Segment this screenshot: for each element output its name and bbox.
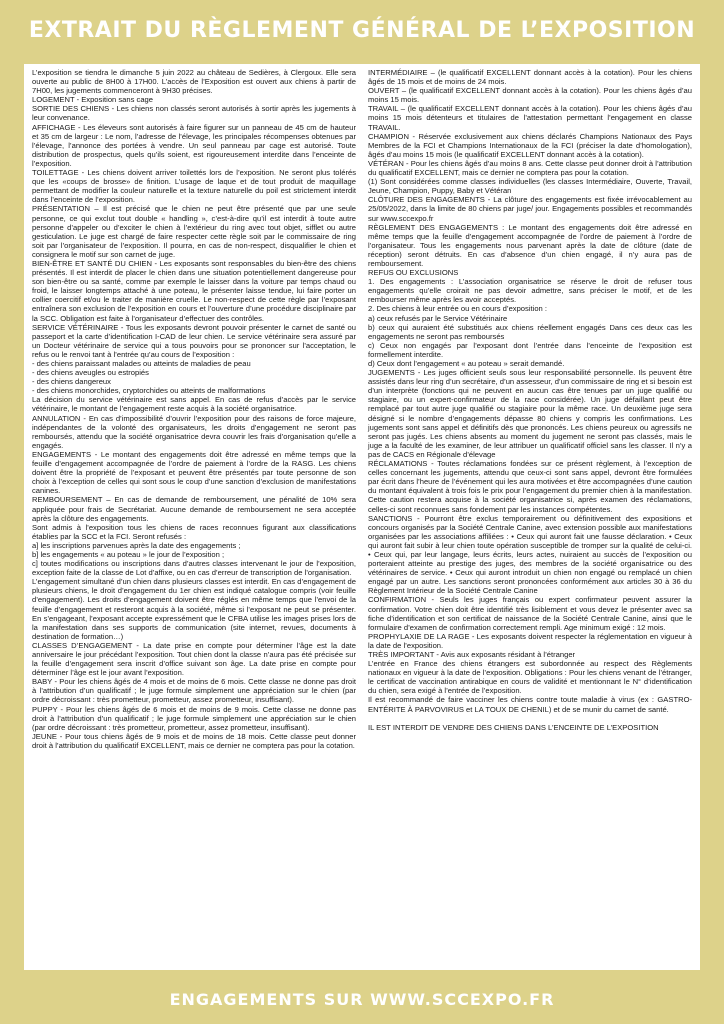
paragraph: - des chiens paraissant malades ou atteints de maladies de peau xyxy=(32,359,251,368)
left-column xyxy=(32,68,356,970)
paragraph: a) ceux refusés par le Service Vétérinaire xyxy=(368,313,508,323)
paragraph: RÈGLEMENT DES ENGAGEMENTS : Le montant des engagements doit être adressé en même temps que la feuille d’engagement accompagnée de l’ordre de paiement à l’ordre de l’organisateur. Tous les engagements nous parvenant après la date de clôture (date de réception) seront détruits. En cas d’absence d’un chien engagé, il n’y aura pas de remboursement. xyxy=(368,222,692,268)
paragraph: L’engagement simultané d’un chien dans plusieurs classes est interdit. En cas d’engagement de plusieurs chiens, le droit d’engagement du 1er chien est indiqué catalogue compris (voir feuille d’engagement). Les droits d’engagement doivent être réglés en même temps que l’envoi de la feuille d’engagement et resteront acquis à la société, même si l’exposant ne peut se présenter. En s’engageant, l’exposant accepte expressément que le CFBA utilise les images prises lors de la manifestation dans ses supports de communication (site internet, revues, documents à destination de formation…) xyxy=(32,577,356,641)
paragraph: CLÔTURE DES ENGAGEMENTS - La clôture des engagements est fixée irrévocablement au 25/05/2022, dans la limite de 80 chiens par juge/ jour. Engagements possibles et recommandés sur www.sccexpo.fr xyxy=(368,195,692,223)
paragraph: RÉCLAMATIONS - Toutes réclamations fondées sur ce présent règlement, à l’exception de celles concernant les jugements, attendu que ceux-ci sont sans appel, devront être formulées par écrit dans l’heure de l’événement qui les aura motivées et être accompagnées d’une caution du montant équivalent à trois fois le prix pour l’engagement du premier chien à la manifestation. Cette caution restera acquise à la société organisatrice si, après examen des réclamations, celles-ci sont reconnues sans fondement par les instances compétentes. xyxy=(368,459,692,514)
footer-banner xyxy=(0,974,724,1024)
paragraph: TRÈS IMPORTANT - Avis aux exposants résidant à l’étranger xyxy=(368,650,576,659)
paragraph: a] les inscriptions parvenues après la date des engagements ; xyxy=(32,540,241,550)
paragraph: PUPPY - Pour les chiens âgés de 6 mois et de moins de 9 mois. Cette classe ne donne pas droit à l’attribution d’un qualificatif ; le juge formule simplement une appréciation sur le chien (par ordre décroissant : très prometteur, prometteur, assez prometteur, insuffisant). xyxy=(32,704,356,732)
paragraph: INTERMÉDIAIRE – (le qualificatif EXCELLENT donnant accès à la cotation). Pour les chiens âgés de 15 mois et de moins de 24 mois. xyxy=(368,68,692,87)
paragraph: REFUS OU EXCLUSIONS xyxy=(368,268,459,278)
paragraph: LOGEMENT - Exposition sans cage xyxy=(32,95,153,105)
paragraph: b] les engagements « au poteau » le jour de l’exposition ; xyxy=(32,549,225,559)
document-page xyxy=(24,64,700,970)
paragraph: L’exposition se tiendra le dimanche 5 juin 2022 au château de Sedières, à Clergoux. Elle sera ouverte au public de 8H00 à 17H00. L’accès de l’Exposition est ouvert aux chiens à partir de 7H00, les jugements commenceront à 9H30 précises. xyxy=(32,68,356,96)
paragraph: b) ceux qui auraient été substitués aux chiens réellement engagés Dans ces deux cas les engagements ne seront pas remboursés xyxy=(368,322,692,341)
paragraph: VÉTÉRAN - Pour les chiens âgés d’au moins 8 ans. Cette classe peut donner droit à l’attribution du qualificatif EXCELLENT, mais ce dernier ne comptera pas pour la cotation. xyxy=(368,158,692,178)
paragraph: JUGEMENTS - Les juges officient seuls sous leur responsabilité personnelle. Ils peuvent être assistés dans leur ring d’un secrétaire, d’un assesseur, d’un commissaire de ring et si besoin est d’un interprète (fonctions qui ne peuvent en aucun cas être tenues par un juge qualifié ou stagiaire, ou un expert-confirmateur de la race considérée). Un juge défaillant peut être remplacé par tout autre juge qualifié ou stagiaire pour la même race. Un deuxième juge sera désigné si le nombre d’engagements dépasse 80 chiens y compris les confirmations. Les jugements sont sans appel et définitifs dès que prononcés. Les chiens peureux ou agressifs ne seront pas jugés. Les chiens absents au moment du jugement ne seront pas classés, mais le juge a la faculté de les examiner, de leur attribuer un qualificatif officiel sans les classer. Il n’y a pas de CACS en Régionale d’élevage xyxy=(368,368,692,459)
paragraph: ENGAGEMENTS - Le montant des engagements doit être adressé en même temps que la feuille d’engagement accompagnée de l’ordre de paiement à l’ordre de la RASG. Les chiens doivent être la propriété de l’exposant et peuvent être présentés par toute personne de son choix à l’exception de celles qui sont sous le coup d’une sanction d’exclusion de manifestations canines. xyxy=(32,449,356,496)
paragraph: - des chiens dangereux xyxy=(32,377,111,387)
paragraph: JEUNE - Pour tous chiens âgés de 9 mois et de moins de 18 mois. Cette classe peut donner droit à l’attribution du qualificatif EXCELLENT, mais ce dernier ne comptera pas pour la cotation. xyxy=(32,731,356,750)
paragraph: - des chiens monorchides, cryptorchides ou atteints de malformations xyxy=(32,386,266,396)
paragraph: La décision du service vétérinaire est sans appel. En cas de refus d’accès par le service vétérinaire, le montant de l’engagement reste acquis à la société organisatrice. xyxy=(32,395,356,414)
footer-link-text: ENGAGEMENTS SUR WWW.SCCEXPO.FR xyxy=(169,989,555,1009)
paragraph: c) Ceux non engagés par l’exposant dont l’entrée dans l’enceinte de l’exposition est formellement interdite. xyxy=(368,340,692,359)
paragraph: CHAMPION - Réservée exclusivement aux chiens déclarés Champions Nationaux des Pays Membres de la FCI et Champions Internationaux de la FCI (préciser la date d’homologation), âgés d’au moins 15 mois (le qualificatif EXCELLENT donnant accès à la cotation). xyxy=(368,131,692,159)
paragraph: Sont admis à l’exposition tous les chiens de races reconnues figurant aux classifications établies par la SCC et la FCI. Seront refusés : xyxy=(32,522,356,541)
paragraph: PRÉSENTATION – Il est précisé que le chien ne peut être présenté que par une seule personne, ce qui exclut tout double « handling », c’est-à-dire qu’il est interdit à toute autre personne d’appeler ou d’exciter le chien à l’extérieur du ring avec tout objet, sifflet ou autre gesticulation. Le juge est chargé de faire respecter cette règle soit par le commissaire de ring soit par l’organisateur de l’exposition. Il pourra, en cas de non-respect, disqualifier le chien et consignera le motif sur son carnet de juge. xyxy=(32,204,356,259)
paragraph: TOILETTAGE - Les chiens doivent arriver toilettés lors de l’exposition. Ne seront plus tolérés que les «coups de brosse» de finition. L’usage de laque et de tout produit de maquillage permettant de modifier la couleur naturelle et la texture naturelle du poil est strictement interdit dans l’enceinte de l’exposition. xyxy=(32,168,356,205)
paragraph: d) Ceux dont l’engagement « au poteau » serait demandé. xyxy=(368,359,565,368)
paragraph: AFFICHAGE - Les éleveurs sont autorisés à faire figurer sur un panneau de 45 cm de hauteur et 35 cm de largeur : Le nom, l’adresse de l’élevage, les principales récompenses obtenues par l’élevage, l’annonce des portées à vendre. Un seul panneau par cage est autorisé. Toute distribution de prospectus, quels qu’ils soient, est rigoureusement interdite dans l’enceinte de l’exposition. xyxy=(32,122,356,168)
paragraph: TRAVAIL – (le qualificatif EXCELLENT donnant accès à la cotation). Pour les chiens âgés d’au moins 15 mois détenteurs et titulaires de l’attestation permettant l’engagement en classe TRAVAIL. xyxy=(368,104,692,132)
paragraph: OUVERT – (le qualificatif EXCELLENT donnant accès à la cotation). Pour les chiens âgés d’au moins 15 mois. xyxy=(368,86,692,105)
paragraph: BABY - Pour les chiens âgés de 4 mois et de moins de 6 mois. Cette classe ne donne pas droit à l’attribution d’un qualificatif ; le juge formule simplement une appréciation sur le chien (par ordre décroissant : très prometteur, prometteur, assez prometteur, insuffisant). xyxy=(32,677,356,705)
paragraph: SERVICE VÉTÉRINAIRE - Tous les exposants devront pouvoir présenter le carnet de santé ou passeport et la carte d’identification I-CAD de leur chien. Le service vétérinaire sera assuré par un Docteur vétérinaire de service qui a tous pouvoirs pour se prononcer sur l’acceptation, le refus ou le renvoi tant à l’entrée qu’au cours de l’exposition : xyxy=(32,322,356,359)
page-title: EXTRAIT DU RÈGLEMENT GÉNÉRAL DE L’EXPOSITION xyxy=(28,17,696,43)
paragraph: REMBOURSEMENT – En cas de demande de remboursement, une pénalité de 10% sera appliquée pour frais de Secrétariat. Aucune demande de remboursement ne sera acceptée après la clôture des engagements. xyxy=(32,495,356,523)
paragraph: IL EST INTERDIT DE VENDRE DES CHIENS DANS L’ENCEINTE DE L’EXPOSITION xyxy=(368,722,659,732)
paragraph: SORTIE DES CHIENS - Les chiens non classés seront autorisés à sortir après les jugements à leur convenance. xyxy=(32,104,356,123)
paragraph: L’entrée en France des chiens étrangers est subordonnée au respect des Règlements nationaux en vigueur à la date de l’exposition. Obligations : Pour les chiens venant de l’étranger, le certificat de vaccination antirabique en cours de validité et mentionnant le N° d’identification du chien, sera exigé à l’entrée de l’exposition. xyxy=(368,659,692,696)
paragraph: 1. Des engagements : L’association organisatrice se réserve le droit de refuser tous engagements qu’elle croirait ne pas devoir admettre, sans préciser le motif, et de les rembourser même après les avoir acceptés. xyxy=(368,277,692,305)
paragraph: CONFIRMATION - Seuls les juges français ou expert confirmateur peuvent assurer la confirmation. Votre chien doit être identifié très lisiblement et vous devez le présenter avec sa fiche d’identification et son certificat de naissance de la Société Centrale Canine, ainsi que le formulaire d’examen de confirmation correctement rempli. Age minimum exigé : 12 mois. xyxy=(368,595,692,632)
paragraph: c] toutes modifications ou inscriptions dans d’autres classes intervenant le jour de l’exposition, exception faite de la classe de Lot d’affixe, ou en cas d’erreur de transcription de l’organisation. xyxy=(32,559,356,578)
paragraph: PROPHYLAXIE DE LA RAGE - Les exposants doivent respecter la réglementation en vigueur à la date de l’exposition. xyxy=(368,631,692,650)
header-banner xyxy=(0,0,724,60)
paragraph: ANNULATION - En cas d’impossibilité d’ouvrir l’exposition pour des raisons de force majeure, indépendantes de la volonté des organisateurs, les droits d’engagement ne seront pas remboursés, attendu que la société organisatrice devra couvrir les frais d’organisation qu’elle a engagés. xyxy=(32,413,356,450)
right-column xyxy=(368,68,692,970)
paragraph: (1) Sont considérées comme classes individuelles (les classes Intermédiaire, Ouverte, Travail, Jeune, Champion, Puppy, Baby et Vétéran xyxy=(368,177,692,196)
paragraph: BIEN-ÊTRE ET SANTÉ DU CHIEN - Les exposants sont responsables du bien-être des chiens présentés. Il est interdit de placer le chien dans une situation potentiellement dangereuse pour son bien-être ou sa santé, comme par exemple le laisser dans la voiture par temps chaud ou froid, le laisser longtemps attaché à une poteau, le présenter laisse tendue, lui faire porter un collier coercitif et/ou le traiter de manière cruelle. Le non-respect de cette règle par l’exposant entraînera son exclusion de l’exposition en cours et l’ouverture d’une procédure disciplinaire par la SCC. Obligation est faite à l’organisateur d’effectuer des contrôles. xyxy=(32,258,356,323)
paragraph: Il est recommandé de faire vacciner les chiens contre toute maladie à virus (ex : GASTRO-ENTÉRITE À PARVOVIRUS et LA TOUX DE CHENIL) et de se munir du carnet de santé. xyxy=(368,695,692,714)
paragraph: SANCTIONS - Pourront être exclus temporairement ou définitivement des expositions et concours organisés par la Société Centrale Canine, avec extension possible aux manifestations organisées par les associations affiliées : • Ceux qui auront fait une fausse déclaration. • Ceux qui auront fait subir à leur chien toute opération susceptible de tromper sur la qualité de celui-ci. • Ceux qui, par leur langage, leurs écrits, leurs actes, nuiraient au succès de l’exposition ou porteraient atteinte au prestige des juges, des membres de la société organisatrice ou des vétérinaires de service. • Ceux qui auront introduit un chien non engagé ou remplacé un chien engagé par un autre. Les sanctions seront prononcées conformément aux articles 30 à 36 du Règlement Intérieur de la Société Centrale Canine xyxy=(368,513,692,596)
paragraph: - des chiens aveugles ou estropiés xyxy=(32,368,149,378)
paragraph: CLASSES D’ENGAGEMENT - La date prise en compte pour déterminer l’âge est la date anniversaire le jour précédant l’exposition. Tout chien dont la classe n’aura pas été précisée sur la feuille d’engagement sera inscrit d’office suivant son âge. La date prise en compte pour déterminer l’âge est le jour avant l’exposition. xyxy=(32,640,356,678)
paragraph: 2. Des chiens à leur entrée ou en cours d’exposition : xyxy=(368,304,547,314)
